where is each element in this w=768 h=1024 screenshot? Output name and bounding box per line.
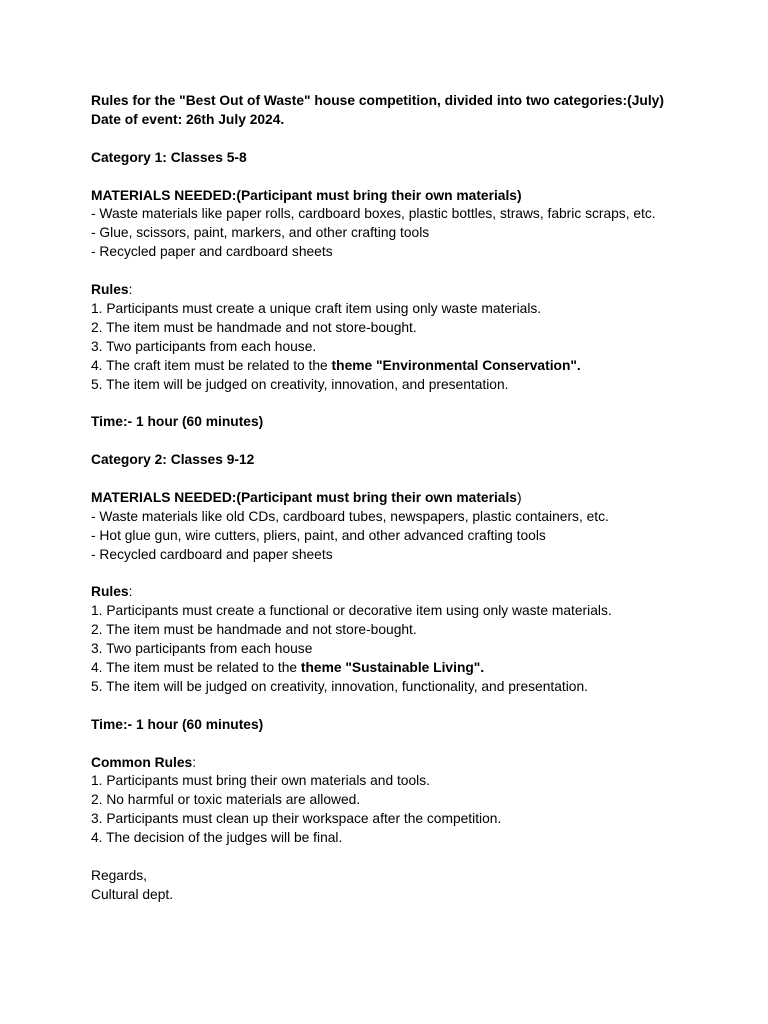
category1-rule-item (91, 357, 751, 376)
signoff-department: Cultural dept. (91, 886, 174, 902)
common-rules-colon: : (192, 754, 197, 770)
category1-rule-item: 5. The item will be judged on creativity, innovation, and presentation. (91, 376, 509, 392)
category2-rule-item (91, 659, 751, 678)
category2-rule-item: 3. Two participants from each house (91, 641, 313, 657)
category2-rule-item: 1. Participants must create a functional or decorative item using only waste materials. (91, 603, 612, 619)
category2-materials-heading (91, 489, 751, 508)
common-rule-item: 1. Participants must bring their own materials and tools. (91, 773, 430, 789)
common-rules-label: Common Rules (91, 754, 193, 770)
document-title: Rules for the "Best Out of Waste" house competition, divided into two categories:(July) (91, 93, 664, 108)
category2-theme: theme "Sustainable Living". (300, 660, 485, 676)
category1-material-item: - Glue, scissors, paint, markers, and other crafting tools (91, 225, 430, 241)
common-rule-item: 2. No harmful or toxic materials are allowed. (91, 792, 361, 808)
common-rule-item: 4. The decision of the judges will be final. (91, 830, 343, 846)
rules-label: Rules (91, 282, 129, 298)
category1-heading: Category 1: Classes 5-8 (91, 149, 247, 165)
common-rule-item: 3. Participants must clean up their workspace after the competition. (91, 811, 502, 827)
category1-rule-item: 1. Participants must create a unique craft item using only waste materials. (91, 300, 542, 316)
category1-rule-item: 2. The item must be handmade and not store-bought. (91, 319, 417, 335)
rule-text: 4. The item must be related to the (91, 660, 301, 676)
document-body (91, 92, 751, 905)
rules-colon: : (128, 584, 133, 600)
category2-rule-item: 2. The item must be handmade and not store-bought. (91, 622, 417, 638)
rules-label: Rules (91, 584, 129, 600)
materials-heading-text: MATERIALS NEEDED:(Participant must bring their own materials (91, 489, 517, 505)
category2-material-item: - Hot glue gun, wire cutters, pliers, paint, and other advanced crafting tools (91, 527, 546, 543)
category1-materials-heading: MATERIALS NEEDED:(Participant must bring their own materials) (91, 187, 522, 203)
event-date: Date of event: 26th July 2024. (91, 111, 285, 127)
common-rules-heading (91, 754, 751, 773)
category1-rules-heading (91, 281, 751, 300)
signoff-regards: Regards, (91, 868, 147, 883)
category1-time: Time:- 1 hour (60 minutes) (91, 414, 264, 430)
rule-text: 4. The craft item must be related to the (91, 357, 332, 373)
category2-time: Time:- 1 hour (60 minutes) (91, 716, 264, 732)
category2-heading: Category 2: Classes 9-12 (91, 452, 255, 468)
category2-rule-item: 5. The item will be judged on creativity, innovation, functionality, and presentation. (91, 678, 588, 694)
category2-material-item: - Recycled cardboard and paper sheets (91, 546, 333, 562)
category1-material-item: - Waste materials like paper rolls, cardboard boxes, plastic bottles, straws, fabric scraps, etc. (91, 206, 656, 222)
category1-rule-item: 3. Two participants from each house. (91, 338, 317, 354)
category2-material-item: - Waste materials like old CDs, cardboard tubes, newspapers, plastic containers, etc. (91, 508, 609, 524)
rules-colon: : (128, 282, 133, 298)
category2-rules-heading (91, 583, 751, 602)
category1-theme: theme "Environmental Conservation". (331, 357, 581, 373)
materials-heading-paren: ) (516, 489, 522, 505)
category1-material-item: - Recycled paper and cardboard sheets (91, 244, 333, 260)
